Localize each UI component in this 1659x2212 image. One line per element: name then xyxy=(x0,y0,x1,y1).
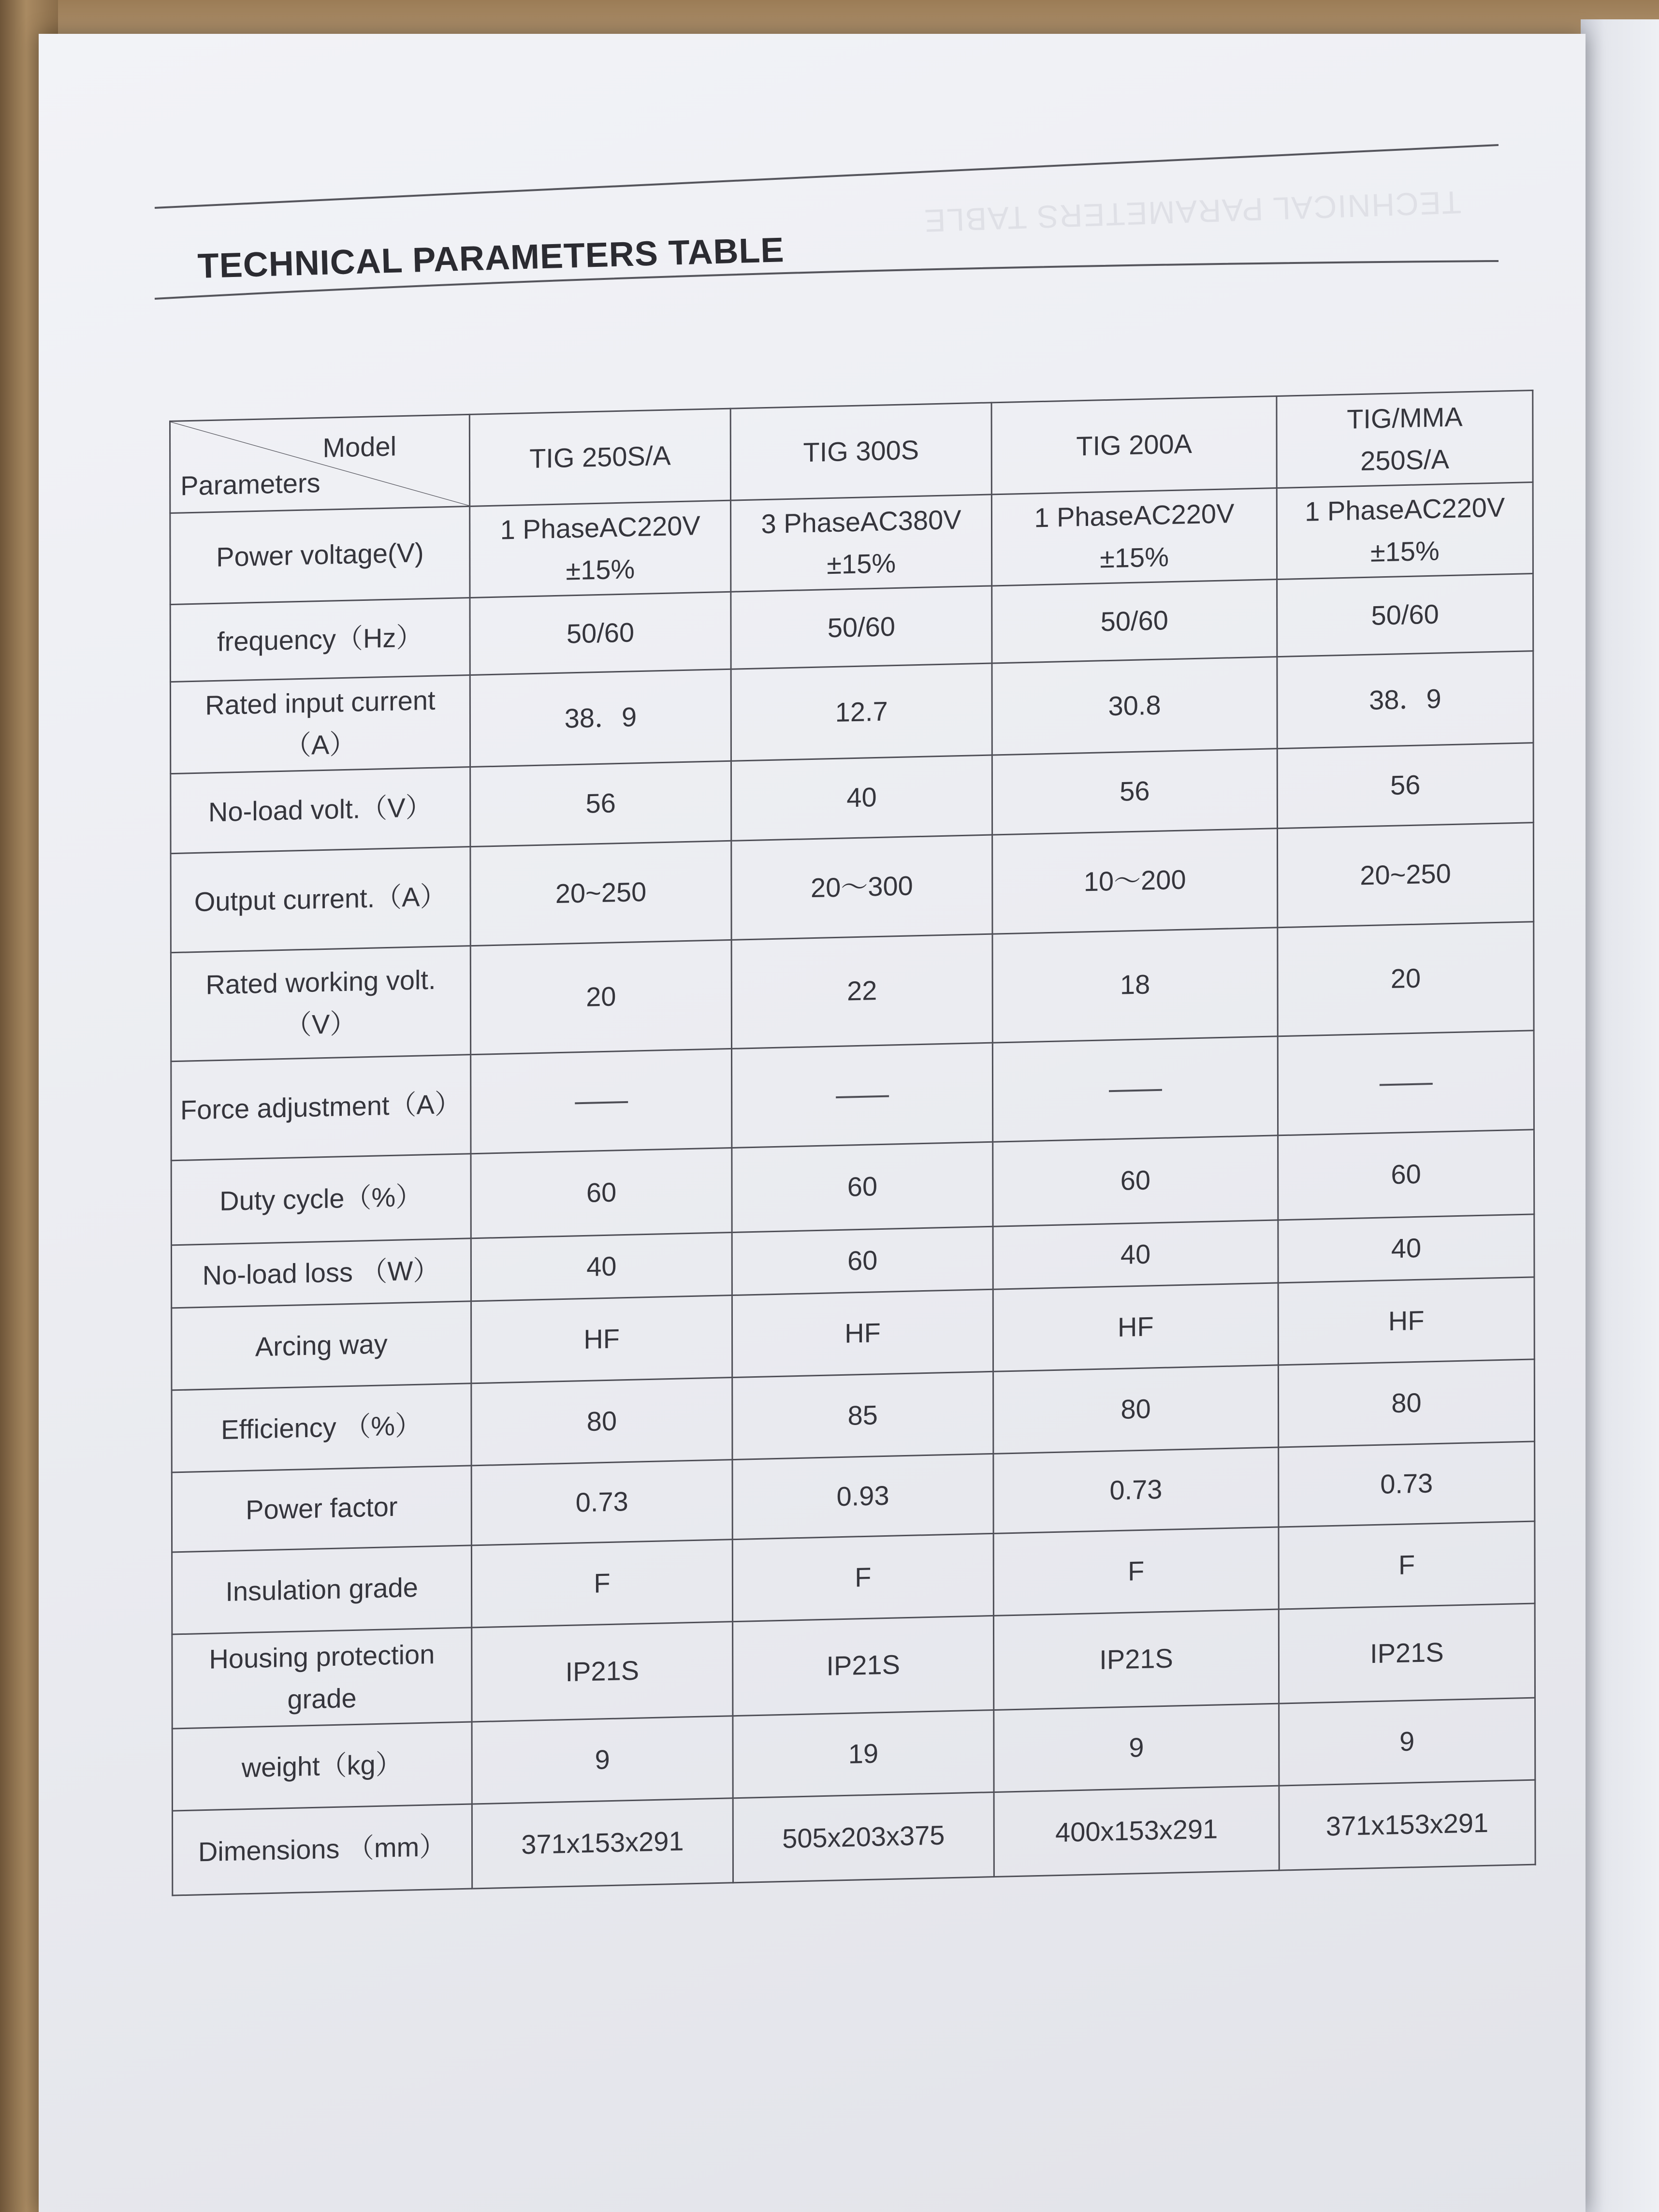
value-cell xyxy=(731,495,992,592)
value-cell xyxy=(1278,1359,1534,1447)
parameters-table xyxy=(169,390,1536,1896)
value-l2: ±15% xyxy=(827,547,896,580)
value-cell xyxy=(1278,1277,1534,1365)
model-name-line1: TIG/MMA xyxy=(1347,401,1463,435)
parameter-label-l1: Power factor xyxy=(246,1491,398,1526)
value-cell xyxy=(992,579,1277,663)
value-l1: 0.73 xyxy=(1109,1474,1163,1506)
value-l1: 18 xyxy=(1120,969,1150,1000)
value-l1: 80 xyxy=(1391,1387,1422,1418)
value-l1: HF xyxy=(583,1323,620,1354)
value-l1: 56 xyxy=(1390,769,1421,801)
parameter-label-cell xyxy=(171,846,470,952)
value-cell xyxy=(732,1142,993,1232)
manual-page xyxy=(39,34,1586,2212)
corner-header-cell xyxy=(170,414,470,513)
parameter-label-l1: Efficiency （%） xyxy=(221,1410,422,1445)
value-cell xyxy=(992,828,1278,933)
value-cell xyxy=(993,1283,1278,1371)
value-cell xyxy=(994,1703,1279,1792)
value-l1: 0.73 xyxy=(575,1486,628,1518)
value-l1: 20～300 xyxy=(810,870,913,903)
value-cell xyxy=(993,1365,1279,1454)
bleed-through-text: TECHNICAL PARAMETERS TABLE xyxy=(923,184,1462,239)
value-l1: F xyxy=(855,1561,872,1593)
value-l1: 9 xyxy=(595,1744,610,1775)
value-l1: 40 xyxy=(1391,1232,1422,1264)
not-applicable-dash xyxy=(1108,1089,1162,1092)
parameter-label-l2: （A） xyxy=(284,728,357,761)
not-applicable-dash xyxy=(575,1101,628,1104)
value-cell xyxy=(1279,1521,1535,1609)
value-cell xyxy=(471,1459,732,1545)
parameter-label-l1: No-load volt.（V） xyxy=(208,792,433,828)
value-l1: 60 xyxy=(847,1171,878,1202)
value-l1: 56 xyxy=(585,787,616,819)
value-cell xyxy=(1277,822,1533,927)
value-cell xyxy=(470,761,731,846)
parameter-label-l1: Arcing way xyxy=(255,1328,388,1362)
value-l1: 400x153x291 xyxy=(1055,1813,1218,1848)
value-cell xyxy=(733,1710,994,1798)
value-l1: IP21S xyxy=(826,1649,900,1682)
value-l1: 19 xyxy=(848,1738,879,1769)
value-l1: 0.93 xyxy=(836,1480,889,1512)
model-name-line1: TIG 250S/A xyxy=(529,440,671,474)
value-l1: 80 xyxy=(586,1405,617,1437)
value-cell xyxy=(993,1135,1278,1226)
parameter-label-l1: Insulation grade xyxy=(225,1572,418,1607)
value-l1: IP21S xyxy=(1370,1637,1444,1669)
parameter-label-l2: grade xyxy=(287,1682,357,1715)
parameter-label-l1: weight（kg） xyxy=(241,1748,403,1783)
value-l1: 50/60 xyxy=(1100,604,1168,637)
value-l1: 40 xyxy=(1120,1238,1151,1270)
not-applicable-dash xyxy=(836,1095,889,1098)
model-name-line1: TIG 200A xyxy=(1076,428,1193,462)
value-l1: 60 xyxy=(1120,1164,1150,1196)
value-cell xyxy=(472,1621,733,1721)
value-cell xyxy=(732,1043,993,1148)
model-name-line2: 250S/A xyxy=(1360,443,1449,476)
value-l1: 40 xyxy=(846,782,877,813)
value-l1: IP21S xyxy=(565,1655,640,1688)
value-l1: 0.73 xyxy=(1380,1468,1433,1499)
value-cell xyxy=(731,934,992,1048)
value-cell xyxy=(1279,1603,1535,1703)
value-l1: HF xyxy=(844,1317,881,1349)
parameter-label-cell xyxy=(172,1628,472,1729)
value-cell xyxy=(731,755,992,841)
value-l1: 20 xyxy=(586,981,616,1012)
value-cell xyxy=(472,1716,733,1804)
parameter-label-l1: No-load loss （W） xyxy=(202,1254,440,1291)
parameter-label-cell xyxy=(171,1054,471,1160)
parameter-label-cell xyxy=(172,1301,471,1390)
value-l1: F xyxy=(1398,1549,1415,1580)
value-cell xyxy=(1278,1030,1534,1135)
value-cell xyxy=(993,1609,1279,1710)
value-cell xyxy=(471,1377,732,1465)
parameter-label-l1: Rated working volt. xyxy=(205,964,436,1000)
value-l1: 371x153x291 xyxy=(521,1825,684,1860)
value-cell xyxy=(471,1148,732,1238)
value-l1: HF xyxy=(1388,1305,1425,1336)
parameter-label-l2: （V） xyxy=(284,1008,357,1040)
value-cell xyxy=(471,1539,732,1627)
value-cell xyxy=(472,1798,733,1888)
parameter-label-cell xyxy=(171,767,470,853)
value-cell xyxy=(733,1792,994,1882)
value-l1: 40 xyxy=(586,1251,617,1282)
parameter-label-cell xyxy=(170,597,470,682)
value-cell xyxy=(470,841,731,946)
value-cell xyxy=(470,592,731,675)
value-l1: 9 xyxy=(1129,1732,1144,1763)
value-l1: 1 PhaseAC220V xyxy=(1305,492,1505,527)
parameters-body xyxy=(170,482,1535,1895)
value-l1: 20~250 xyxy=(555,876,647,909)
value-l1: 10～200 xyxy=(1083,864,1186,897)
value-l1: 20 xyxy=(1390,962,1421,994)
model-header-tig-200a xyxy=(991,396,1277,495)
parameter-label-cell xyxy=(171,1153,471,1245)
parameter-label-cell xyxy=(170,675,470,773)
value-l2: ±15% xyxy=(1370,535,1440,568)
parameter-label-cell xyxy=(172,1383,471,1472)
value-cell xyxy=(732,1533,993,1621)
model-header-label: Model xyxy=(322,431,397,463)
value-l1: 50/60 xyxy=(1371,598,1439,631)
value-l1: 80 xyxy=(1121,1393,1151,1425)
parameter-label-l1: Rated input current xyxy=(205,684,436,721)
model-header-tig-250s-a xyxy=(469,408,730,506)
value-l1: 3 PhaseAC380V xyxy=(761,504,961,539)
value-l1: 50/60 xyxy=(566,616,635,649)
not-applicable-dash xyxy=(1379,1083,1432,1086)
value-l1: 12.7 xyxy=(835,696,888,728)
value-l1: IP21S xyxy=(1099,1643,1173,1675)
value-l1: 85 xyxy=(847,1399,878,1431)
value-cell xyxy=(993,1447,1279,1533)
value-cell xyxy=(732,1371,993,1459)
value-cell xyxy=(1279,1780,1535,1870)
value-cell xyxy=(1278,1214,1534,1282)
value-cell xyxy=(1277,651,1533,748)
value-cell xyxy=(992,1036,1278,1141)
value-l1: 50/60 xyxy=(827,611,896,643)
value-cell xyxy=(1279,1441,1535,1527)
parameter-label-cell xyxy=(172,1465,471,1552)
value-l1: 22 xyxy=(847,975,877,1006)
value-cell xyxy=(991,488,1277,586)
parameter-label-cell xyxy=(172,1545,472,1634)
value-cell xyxy=(1277,482,1533,580)
parameter-label-cell xyxy=(171,946,470,1061)
parameter-label-l1: frequency（Hz） xyxy=(217,621,423,657)
value-l1: 1 PhaseAC220V xyxy=(1034,498,1235,533)
value-cell xyxy=(470,500,731,597)
value-l2: ±15% xyxy=(1100,541,1169,574)
value-cell xyxy=(470,669,731,767)
value-cell xyxy=(1277,742,1533,828)
value-l1: HF xyxy=(1117,1310,1154,1342)
value-cell xyxy=(1279,1698,1535,1786)
parameter-label-l1: Dimensions （mm） xyxy=(198,1831,447,1867)
value-cell xyxy=(1278,1129,1534,1220)
value-cell xyxy=(992,927,1278,1042)
value-cell xyxy=(732,1289,993,1377)
next-page-edge xyxy=(1581,19,1659,2212)
value-cell xyxy=(994,1786,1279,1877)
value-l1: 38．9 xyxy=(564,701,637,734)
value-l1: 38．9 xyxy=(1369,683,1441,715)
value-cell xyxy=(470,940,731,1054)
value-l1: 371x153x291 xyxy=(1325,1807,1489,1842)
value-cell xyxy=(992,656,1277,755)
value-l1: 56 xyxy=(1120,775,1150,807)
value-cell xyxy=(993,1220,1278,1289)
value-cell xyxy=(1278,921,1534,1036)
value-cell xyxy=(733,1615,994,1716)
parameter-label-l1: Output current.（A） xyxy=(194,881,447,917)
value-cell xyxy=(731,663,992,761)
value-l1: 1 PhaseAC220V xyxy=(500,510,700,545)
value-l1: F xyxy=(1128,1555,1145,1586)
value-l1: 20~250 xyxy=(1360,858,1451,891)
model-header-tig-mma-250s-a xyxy=(1277,390,1533,488)
value-cell xyxy=(732,1226,993,1295)
parameter-label-l1: Housing protection xyxy=(209,1638,435,1674)
value-l2: ±15% xyxy=(566,553,635,586)
value-cell xyxy=(732,1454,993,1539)
parameter-label-cell xyxy=(170,506,470,604)
parameter-label-l1: Duty cycle（%） xyxy=(219,1181,423,1217)
value-l1: F xyxy=(594,1567,611,1599)
value-cell xyxy=(471,1232,732,1301)
value-l1: 30.8 xyxy=(1108,689,1161,721)
value-l1: 9 xyxy=(1399,1725,1415,1757)
model-header-tig-300s xyxy=(730,403,991,500)
value-cell xyxy=(471,1295,732,1383)
parameters-table-wrap xyxy=(169,390,1535,1896)
model-name-line1: TIG 300S xyxy=(803,434,919,468)
parameters-header-label: Parameters xyxy=(180,467,320,501)
value-l1: 60 xyxy=(1391,1158,1421,1190)
value-cell xyxy=(731,835,992,940)
value-cell xyxy=(471,1048,732,1153)
value-l1: 505x203x375 xyxy=(782,1819,945,1854)
value-cell xyxy=(992,748,1277,834)
value-cell xyxy=(993,1527,1279,1615)
parameter-label-l1: Power voltage(V) xyxy=(216,537,424,573)
value-cell xyxy=(1277,573,1533,656)
page-title: TECHNICAL PARAMETERS TABLE xyxy=(197,231,785,286)
value-l1: 60 xyxy=(847,1244,878,1276)
value-l1: 60 xyxy=(586,1177,617,1208)
parameter-label-cell xyxy=(173,1804,472,1895)
parameter-label-cell xyxy=(172,1722,472,1811)
value-cell xyxy=(731,586,992,669)
parameter-label-l1: Force adjustment（A） xyxy=(180,1088,462,1126)
parameter-label-cell xyxy=(171,1238,471,1308)
